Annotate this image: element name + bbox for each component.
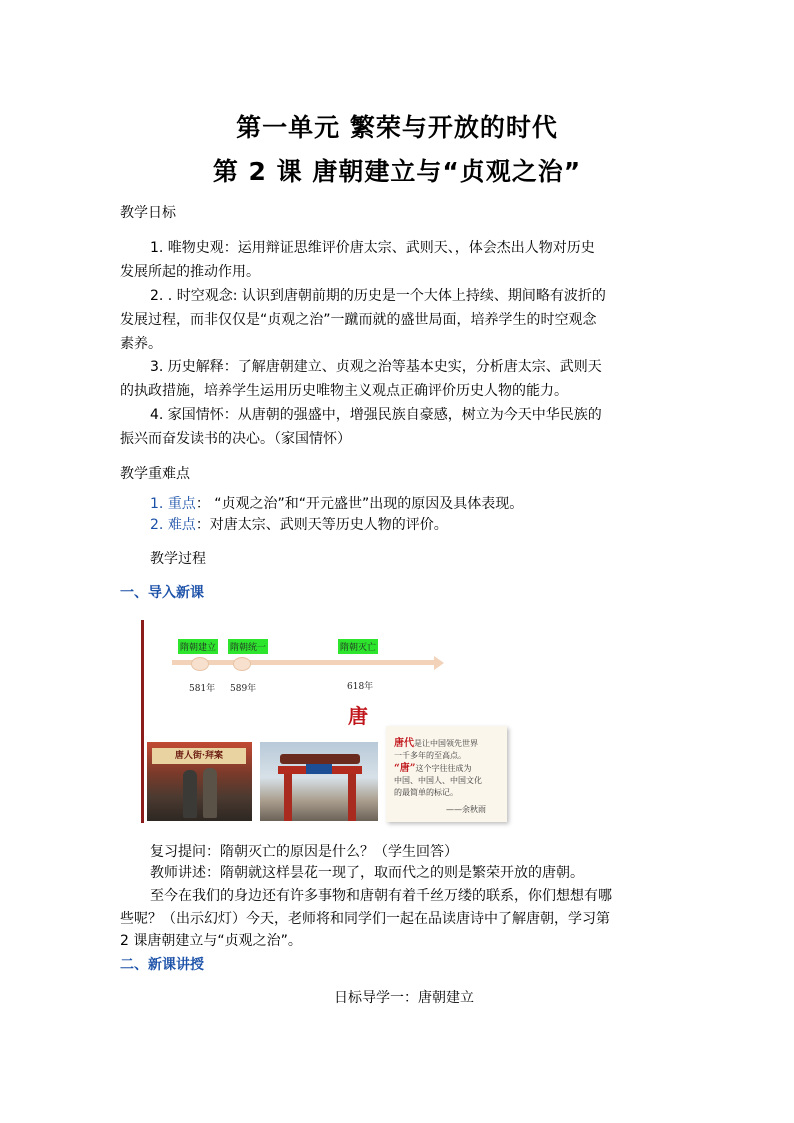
- key-point-2: [150, 515, 448, 535]
- objective-4-line-2: 振兴而奋发读书的决心。（家国情怀）: [120, 431, 351, 447]
- timeline-label-sui-fallen: 隋朝灭亡: [338, 639, 378, 654]
- quote-line-5: 的最简单的标记。: [394, 788, 458, 797]
- unit-title: 第一单元 繁荣与开放的时代: [236, 113, 558, 142]
- timeline-label-sui-founded: 隋朝建立: [178, 639, 218, 654]
- tang-character: 唐: [348, 704, 368, 728]
- objective-4-line-1: 4. 家国情怀：从唐朝的强盛中，增强民族自豪感，树立为今天中华民族的: [150, 407, 602, 423]
- timeline-label-sui-unified: 隋朝统一: [228, 639, 268, 654]
- process-heading: 教学过程: [150, 551, 206, 567]
- photo-figure-left: [183, 770, 197, 818]
- gate-sign: [306, 764, 332, 774]
- timeline-arrow-icon: [434, 656, 444, 670]
- objective-2-line-3: 素养。: [120, 336, 162, 352]
- key-point-1-number: 1.: [150, 496, 168, 512]
- objective-2-line-1: 2. . 时空观念: 认识到唐朝前期的历史是一个大体上持续、期间略有波折的: [150, 288, 606, 304]
- key-point-1-label: 重点: [167, 496, 196, 512]
- quote-author: ——余秋雨: [446, 805, 486, 814]
- quote-highlight: “唐”: [394, 763, 416, 774]
- key-point-2-label: 难点: [167, 517, 196, 533]
- section-intro-heading: 一、导入新课: [120, 585, 204, 601]
- goal-1-heading: 日标导学一：唐朝建立: [334, 990, 474, 1006]
- intro-paragraph-line-2: 些呢？（出示幻灯）今天，老师将和同学们一起在品读唐诗中了解唐朝，学习第: [120, 911, 610, 927]
- quote-line-2: 一千多年的至高点。: [394, 751, 466, 760]
- timeline-dot-589: [233, 657, 251, 671]
- objective-3-line-1: 3. 历史解释：了解唐朝建立、贞观之治等基本史实，分析唐太宗、武则天: [150, 359, 602, 375]
- quote-line-4: 中国、中国人、中国文化: [394, 776, 482, 785]
- objective-1-line-2: 发展所起的推动作用。: [120, 264, 260, 280]
- chinatown-gate-photo: [260, 742, 378, 821]
- lesson-title: 第 2 课 唐朝建立与“贞观之治”: [212, 157, 582, 186]
- key-point-2-text: ：对唐太宗、武则天等历史人物的评价。: [195, 517, 448, 533]
- objectives-heading: 教学日标: [120, 205, 176, 221]
- quote-line-3: “唐”这个字往往成为: [394, 763, 472, 774]
- quote-card: [386, 726, 507, 822]
- timeline-year-581: 581年: [189, 684, 216, 694]
- photo-figure-right: [203, 768, 217, 818]
- chinatown-movie-photo: [147, 742, 252, 821]
- timeline-year-589: 589年: [230, 684, 257, 694]
- timeline-bar: [172, 660, 434, 665]
- gate-post-right: [348, 774, 356, 821]
- gate-post-left: [284, 774, 292, 821]
- timeline-dot-581: [191, 657, 209, 671]
- quote-line-1: 唐代是让中国领先世界: [394, 738, 478, 749]
- quote-highlight: 唐代: [394, 738, 414, 749]
- section-new-lesson-heading: 二、新课讲授: [120, 957, 204, 973]
- key-point-1: [150, 494, 523, 514]
- key-point-2-number: 2.: [150, 517, 168, 533]
- key-point-1-text: ： “贞观之治”和“开元盛世”出现的原因及具体表现。: [195, 496, 524, 512]
- review-question: 复习提问：隋朝灭亡的原因是什么？（学生回答）: [150, 844, 458, 860]
- photo-sign: 唐人街·拜案: [152, 748, 246, 764]
- teacher-narration: 教师讲述：隋朝就这样昙花一现了，取而代之的则是繁荣开放的唐朝。: [150, 865, 584, 881]
- objective-3-line-2: 的执政措施，培养学生运用历史唯物主义观点正确评价历史人物的能力。: [120, 383, 568, 399]
- objective-2-line-2: 发展过程，而非仅仅是“贞观之治”一蹴而就的盛世局面，培养学生的时空观念: [120, 312, 597, 328]
- intro-paragraph-line-1: 至今在我们的身边还有许多事物和唐朝有着千丝万缕的联系，你们想想有哪: [150, 888, 612, 904]
- gate-roof: [280, 754, 360, 764]
- objective-1-line-1: 1. 唯物史观：运用辩证思维评价唐太宗、武则天、，体会杰出人物对历史: [150, 240, 595, 256]
- timeline-year-618: 618年: [347, 682, 374, 692]
- key-points-heading: 教学重难点: [120, 466, 190, 482]
- intro-paragraph-line-3: 2 课唐朝建立与“贞观之治”。: [120, 933, 302, 949]
- figure-border: [141, 620, 144, 823]
